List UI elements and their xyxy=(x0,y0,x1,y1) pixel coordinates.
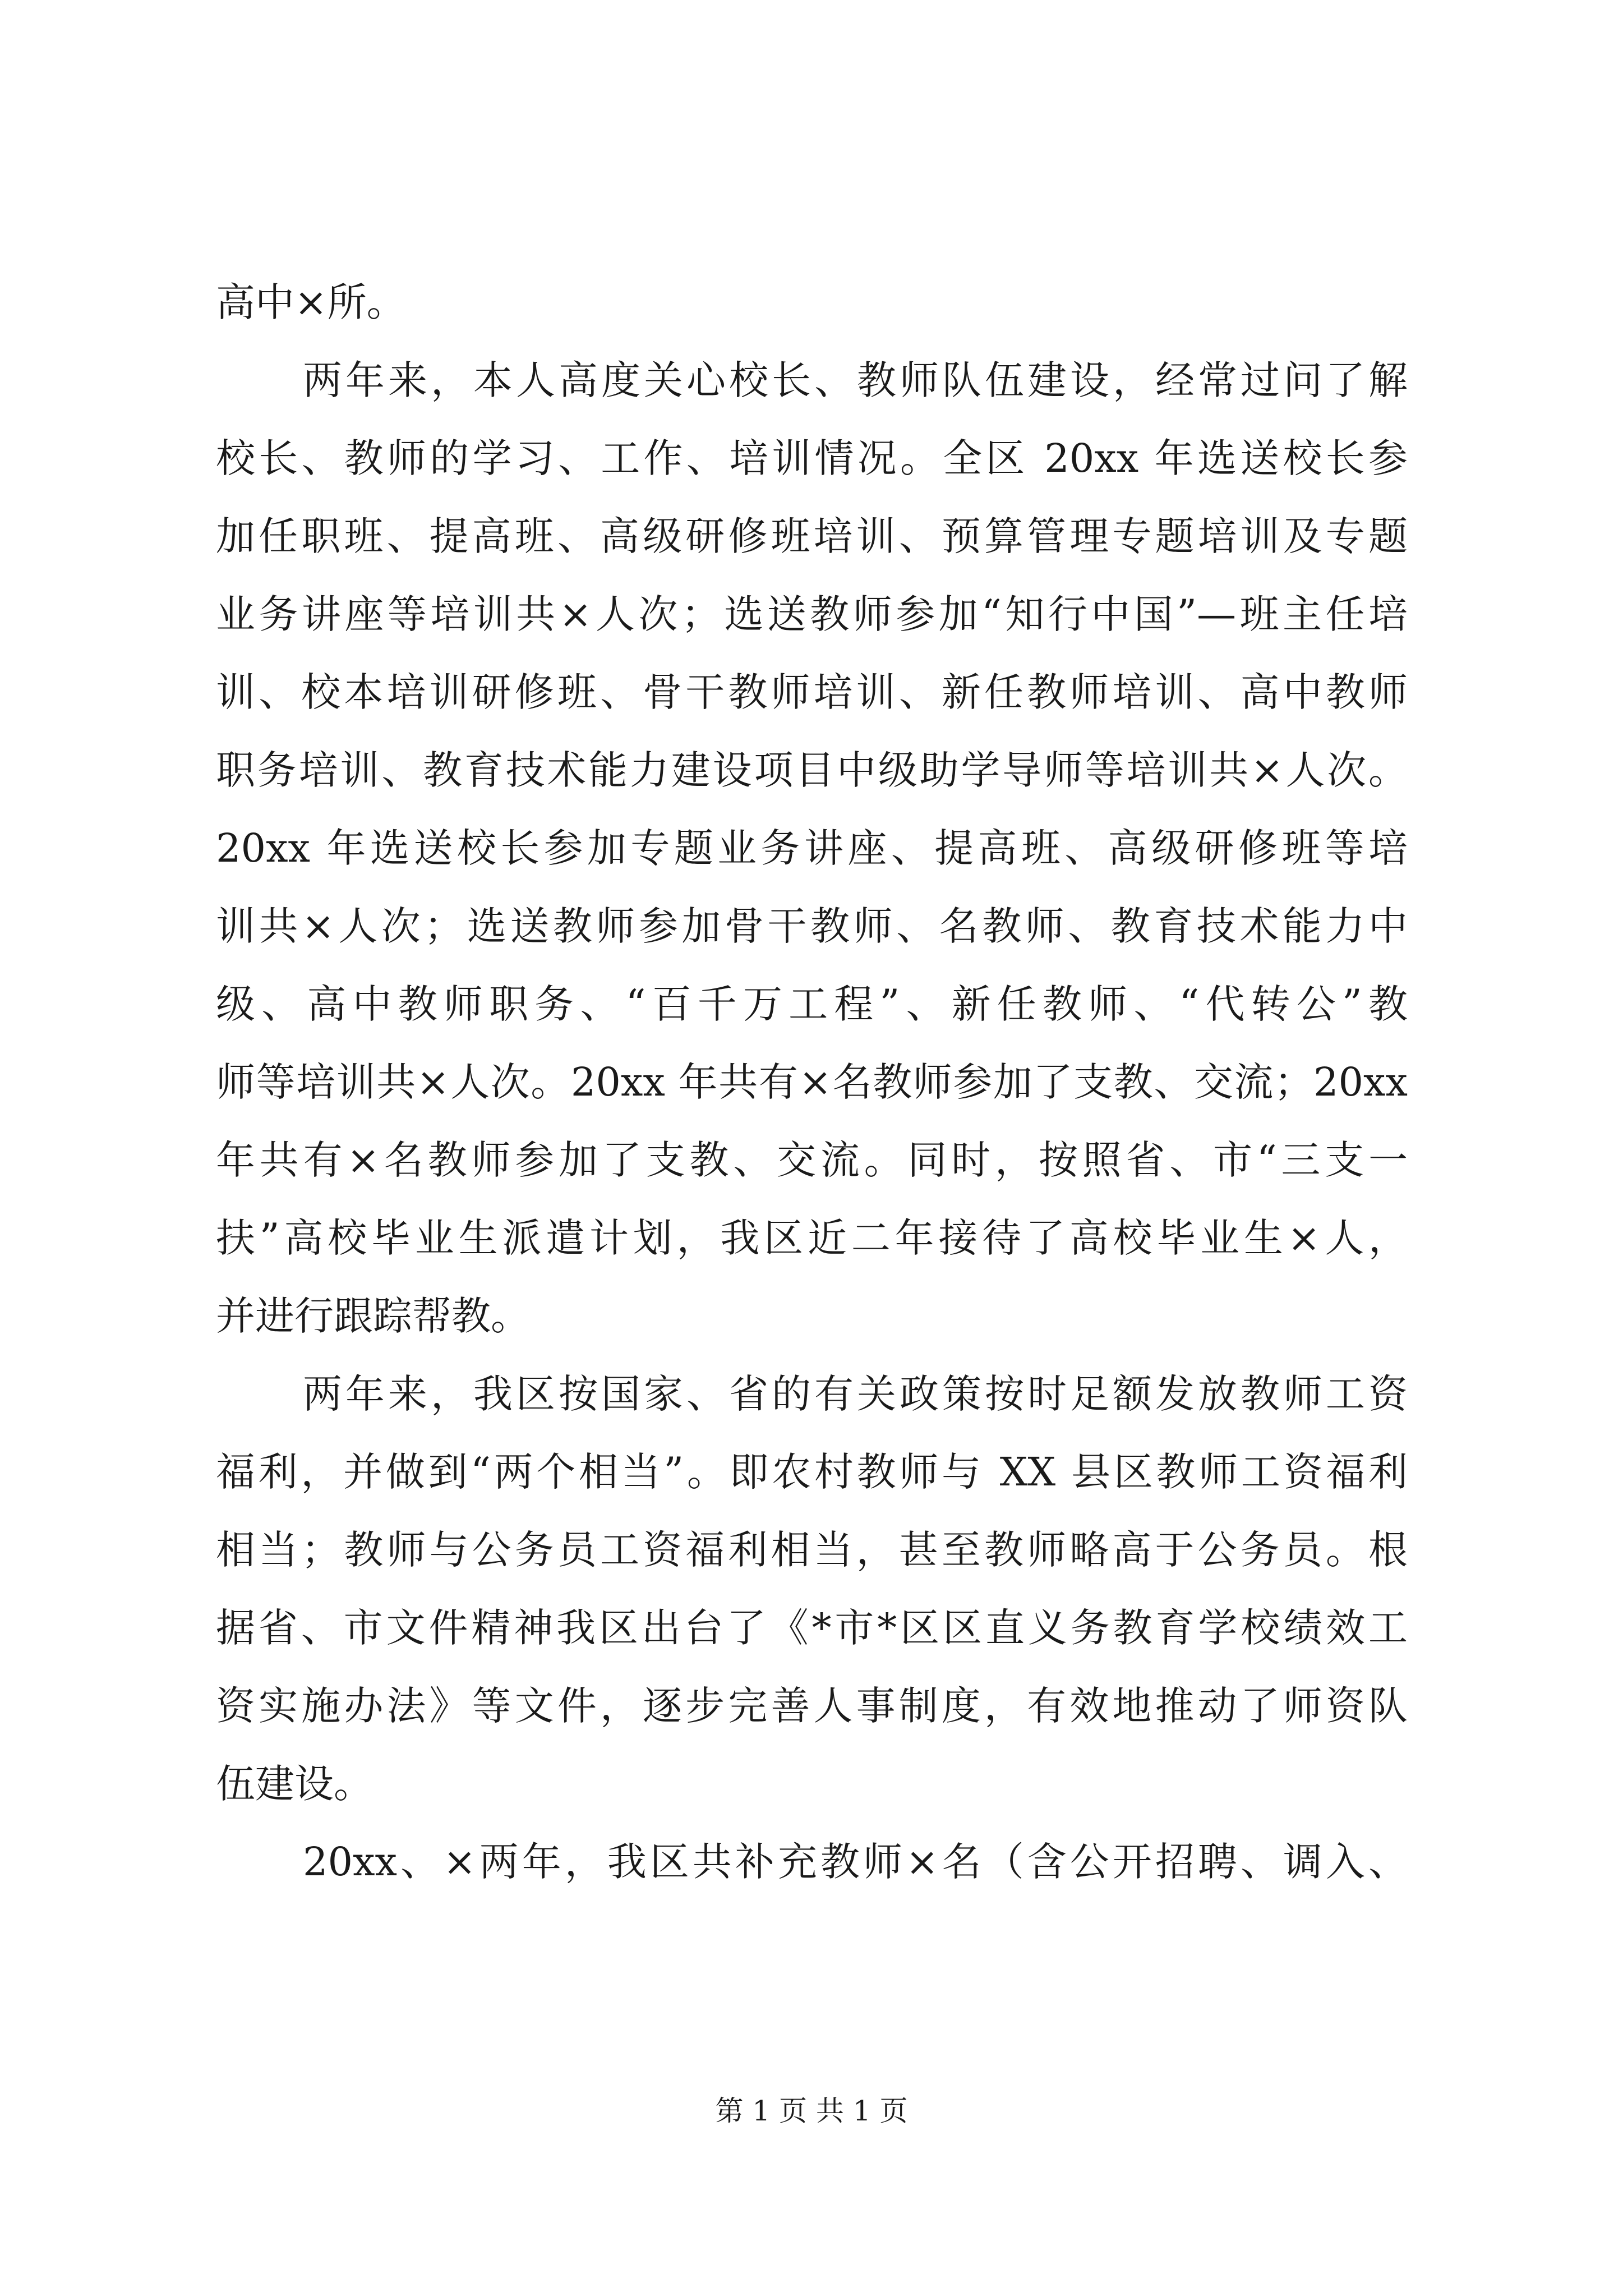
text-line: 福利，并做到“两个相当”。即农村教师与 XX 县区教师工资福利 xyxy=(216,1449,1408,1495)
text-line: 校长、教师的学习、工作、培训情况。全区 20xx 年选送校长参 xyxy=(216,435,1408,481)
text-line: 两年来，我区按国家、省的有关政策按时足额发放教师工资 xyxy=(303,1371,1408,1417)
text-line: 20xx 年选送校长参加专题业务讲座、提高班、高级研修班等培 xyxy=(216,825,1408,871)
text-line: 年共有×名教师参加了支教、交流。同时，按照省、市“三支一 xyxy=(216,1137,1408,1183)
text-line: 据省、市文件精神我区出台了《*市*区区直义务教育学校绩效工 xyxy=(216,1605,1408,1651)
page-footer: 第 1 页 共 1 页 xyxy=(715,2095,908,2127)
text-line: 训、校本培训研修班、骨干教师培训、新任教师培训、高中教师 xyxy=(216,669,1408,715)
text-line: 资实施办法》等文件，逐步完善人事制度，有效地推动了师资队 xyxy=(216,1683,1408,1729)
text-line: 伍建设。 xyxy=(216,1761,373,1807)
text-line: 级、高中教师职务、“百千万工程”、新任教师、“代转公”教 xyxy=(216,981,1408,1027)
text-line: 加任职班、提高班、高级研修班培训、预算管理专题培训及专题 xyxy=(216,513,1408,559)
text-line: 相当；教师与公务员工资福利相当，甚至教师略高于公务员。根 xyxy=(216,1527,1408,1573)
document-body xyxy=(216,264,1408,1901)
text-line: 两年来，本人高度关心校长、教师队伍建设，经常过问了解 xyxy=(303,357,1408,403)
text-line: 并进行跟踪帮教。 xyxy=(216,1293,530,1339)
text-line: 扶”高校毕业生派遣计划，我区近二年接待了高校毕业生×人， xyxy=(216,1215,1408,1261)
text-line: 师等培训共×人次。20xx 年共有×名教师参加了支教、交流；20xx xyxy=(216,1059,1408,1105)
text-line: 20xx、×两年，我区共补充教师×名（含公开招聘、调入、 xyxy=(303,1839,1408,1885)
text-line: 训共×人次；选送教师参加骨干教师、名教师、教育技术能力中 xyxy=(216,903,1408,949)
text-line: 职务培训、教育技术能力建设项目中级助学导师等培训共×人次。 xyxy=(216,747,1408,793)
text-line: 高中×所。 xyxy=(216,279,406,325)
text-line: 业务讲座等培训共×人次；选送教师参加“知行中国”—班主任培 xyxy=(216,591,1408,637)
